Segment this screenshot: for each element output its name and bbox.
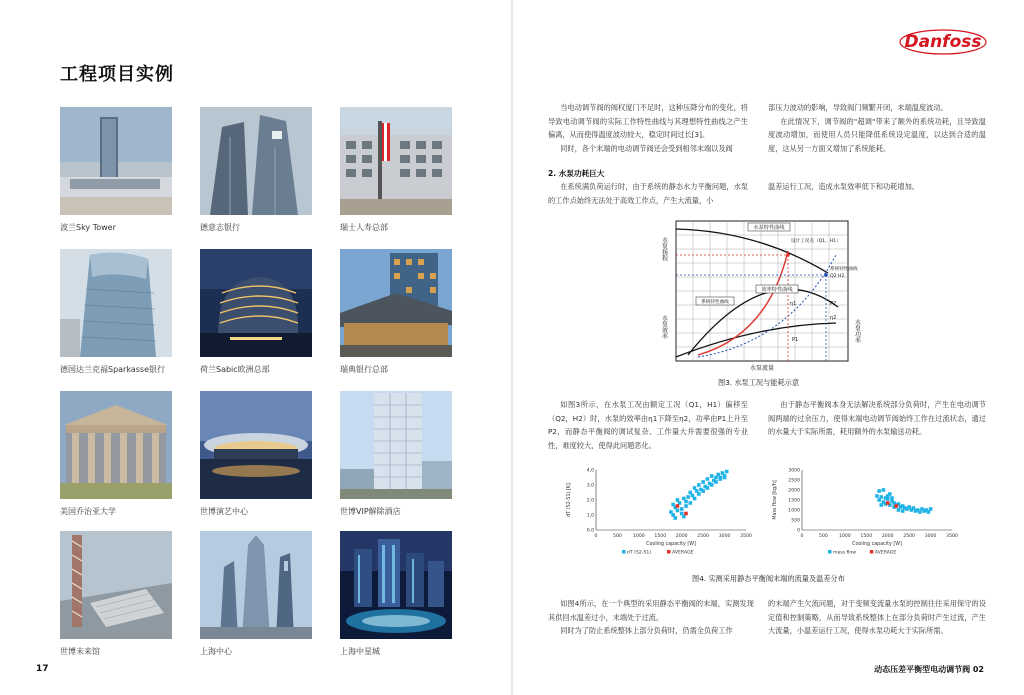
data-point xyxy=(718,477,722,481)
para3-left-column xyxy=(548,398,748,452)
para4-right-column xyxy=(768,597,986,638)
legend-swatch xyxy=(828,550,832,554)
page-title: 工程项目实例 xyxy=(60,64,174,85)
x-tick-label: 0 xyxy=(594,534,598,539)
data-point xyxy=(701,480,705,484)
project-caption: 上海中心 xyxy=(200,647,232,656)
project-photo xyxy=(340,107,452,215)
project-caption: 荷兰Sabic欧洲总部 xyxy=(200,365,270,374)
x-axis-title: Cooling capacity [W] xyxy=(852,542,902,547)
data-point xyxy=(894,504,898,508)
y-tick-label: 4,0 xyxy=(586,468,594,474)
data-point xyxy=(701,489,705,493)
design-point-label: 设计工况点（Q1，H1） xyxy=(791,239,841,244)
project-card[interactable] xyxy=(200,107,312,233)
y-tick-label: 3000 xyxy=(788,468,800,474)
data-point xyxy=(706,486,710,490)
x-axis-title: Cooling capacity [W] xyxy=(646,542,696,547)
efficiency-curve-label: 效率特性曲线 xyxy=(761,287,793,293)
project-card[interactable] xyxy=(60,107,172,233)
legend-label: dT (S2-S1) xyxy=(627,550,652,556)
data-point xyxy=(723,476,727,480)
x-tick-label: 3500 xyxy=(740,534,752,539)
eta2-label: η2 xyxy=(830,315,837,321)
data-point xyxy=(879,503,883,507)
y-axis-right-label: 水泵功率 xyxy=(853,319,861,343)
data-point xyxy=(879,495,883,499)
x-tick-label: 1500 xyxy=(654,534,667,539)
y-axis-top-label: 水泵扬程 xyxy=(660,237,668,261)
x-tick-label: 0 xyxy=(800,534,804,539)
y-tick-label: 2,0 xyxy=(586,498,594,504)
para3-left-paragraph: 如图3所示，在水泵工况由额定工况（Q1，H1）偏移至（Q2，H2）时，水泵的效率由η1下降至η2，功率由P1上升至P2，而静态平衡阀的调试复杂、工作量大并需要很强的专业性，难度较大，使得此问题恶化。 xyxy=(548,400,748,450)
eta1-label: η1 xyxy=(790,301,797,307)
project-caption: 美国乔治亚大学 xyxy=(60,507,116,516)
project-photo xyxy=(340,391,452,499)
data-point xyxy=(680,507,684,511)
system-curve-label: 系统特性曲线 xyxy=(830,267,858,272)
project-caption: 德国达兰克福Sparkasse银行 xyxy=(60,365,165,374)
para4-right-paragraph: 的末端产生欠流问题，对于变频变流量水泵的控制往往采用保守的设定值和控制策略，从而导致系统整体上在部分负荷时产生过流，产生大流量，小温差运行工况，使得水泵功耗大于实际所需。 xyxy=(768,599,986,636)
data-point xyxy=(673,516,677,520)
p1-label: P1 xyxy=(792,337,799,343)
project-caption: 波兰Sky Tower xyxy=(60,223,116,232)
intro-left-paragraph: 当电动调节阀的阀权度门不足时，这种压降分布的变化，将导致电动调节阀的实际工作特性曲线与其理想特性曲线之产生偏离，从而使得温度波动较大，稳定时间过长[3]。 xyxy=(548,103,748,140)
x-tick-label: 1000 xyxy=(633,534,645,539)
project-card[interactable] xyxy=(200,391,312,517)
project-caption: 世博未来馆 xyxy=(60,647,100,656)
intro-right-column xyxy=(768,101,986,155)
project-photo xyxy=(60,531,172,639)
project-photo xyxy=(200,249,312,357)
section2-right-column xyxy=(768,180,986,194)
project-caption: 上海中星城 xyxy=(340,647,380,656)
project-card[interactable] xyxy=(60,249,172,375)
system-char-label: 系统特性曲线 xyxy=(701,300,729,305)
logo-text: Danfoss xyxy=(904,32,982,52)
data-point xyxy=(714,480,718,484)
danfoss-logo-icon xyxy=(898,26,988,58)
project-card[interactable] xyxy=(60,531,172,657)
intro-left-column xyxy=(548,101,748,155)
q2h2-label: Q2 H2 xyxy=(830,274,845,279)
section2-left-column xyxy=(548,180,748,207)
data-point xyxy=(886,494,890,498)
dt-scatter-chart xyxy=(560,462,760,562)
project-caption: 瑞士人寿总部 xyxy=(340,223,388,232)
project-photo xyxy=(340,249,452,357)
data-point xyxy=(890,496,894,500)
project-photo xyxy=(60,249,172,357)
data-point xyxy=(882,488,886,492)
y-tick-label: 1500 xyxy=(788,498,800,504)
project-card[interactable] xyxy=(200,531,312,657)
y-tick-label: 3,0 xyxy=(586,483,594,489)
project-card[interactable] xyxy=(340,107,452,233)
intro-right-paragraph-2: 在此情况下，调节阀的"超调"带来了额外的系统功耗，且导致温度波动增加，而使用人员只能降低系统设定温度，以达到合适的温度，这从另一方面又增加了系统能耗。 xyxy=(768,116,986,153)
x-tick-label: 3500 xyxy=(946,534,958,539)
y-tick-label: 1000 xyxy=(788,508,800,514)
y-tick-label: 2500 xyxy=(788,478,800,484)
massflow-scatter-chart xyxy=(766,462,966,562)
project-card[interactable] xyxy=(340,249,452,375)
legend-swatch xyxy=(667,550,671,554)
x-tick-label: 500 xyxy=(613,534,622,539)
page-gutter xyxy=(511,0,513,695)
project-caption: 世博演艺中心 xyxy=(200,507,248,516)
y-tick-label: 0 xyxy=(797,528,800,534)
data-point xyxy=(693,497,697,501)
data-point xyxy=(929,507,933,511)
project-photo xyxy=(200,107,312,215)
data-point xyxy=(710,483,714,487)
x-tick-label: 1000 xyxy=(839,534,851,539)
y-tick-label: 2000 xyxy=(788,488,800,494)
data-point xyxy=(706,477,710,481)
data-point xyxy=(684,512,688,516)
x-tick-label: 500 xyxy=(819,534,828,539)
danfoss-logo xyxy=(898,26,988,62)
data-point xyxy=(676,509,680,513)
pump-curve-diagram xyxy=(658,215,868,375)
y-tick-label: 1,0 xyxy=(586,513,594,519)
project-card[interactable] xyxy=(200,249,312,375)
left-page-number: 17 xyxy=(36,664,49,674)
x-tick-label: 2500 xyxy=(903,534,915,539)
para4-left-column xyxy=(548,597,754,638)
project-caption: 世博VIP解除酒店 xyxy=(340,507,401,516)
data-point xyxy=(886,501,890,505)
data-point xyxy=(676,504,680,508)
x-tick-label: 2500 xyxy=(697,534,709,539)
data-point xyxy=(697,483,701,487)
legend-swatch xyxy=(622,550,626,554)
intro-left-paragraph-2: 同时，各个末端的电动调节阀还会受到相邻末端以及阀 xyxy=(560,143,733,153)
y-tick-label: 0,0 xyxy=(586,528,594,534)
p2-label: P2 xyxy=(830,301,837,307)
legend-swatch xyxy=(870,550,874,554)
right-page-footer-title: 动态压差平衡型电动调节阀 02 xyxy=(874,665,984,674)
data-point xyxy=(686,495,690,499)
project-card[interactable] xyxy=(340,531,452,657)
legend-label: AVERAGE xyxy=(672,550,694,556)
pump-curve-label: 水泵特性曲线 xyxy=(753,225,785,231)
x-axis-label: 水泵流量 xyxy=(749,365,775,372)
section-heading: 2. 水泵功耗巨大 xyxy=(548,169,605,178)
y-axis-bottom-label: 水泵效率 xyxy=(660,315,668,339)
data-point xyxy=(697,492,701,496)
data-point xyxy=(725,470,729,474)
para4-left-paragraph: 如图4所示，在一个典型的采用静态平衡阀的末端，实测发现其供回水温差过小，末端处于过流。 xyxy=(548,599,754,622)
y-axis-title: Mass flow [kg/h] xyxy=(773,480,778,520)
data-point xyxy=(877,489,881,493)
para3-right-paragraph: 由于静态平衡阀本身无法解决系统部分负荷时，产生在电动调节阀两端的过余压力，使得末端电动调节阀始终工作在过流状态，通过的水量大于实际所需，耗用额外的水泵输送功耗。 xyxy=(768,400,986,437)
project-card[interactable] xyxy=(340,391,452,517)
para4-left-paragraph-2: 同时为了防止系统整体上部分负荷时，仍需全负荷工作 xyxy=(560,626,733,636)
project-card[interactable] xyxy=(60,391,172,517)
figure4-caption: 图4. 实测采用静态平衡阀末端的流量及温差分布 xyxy=(692,574,845,583)
project-caption: 瑞典银行总部 xyxy=(340,365,388,374)
data-point xyxy=(897,508,901,512)
legend-label: AVERAGE xyxy=(874,550,897,556)
y-axis-title: dT (S2-S1) [K] xyxy=(567,483,572,517)
project-photo xyxy=(60,107,172,215)
x-tick-label: 1500 xyxy=(860,534,873,539)
project-caption: 德意志银行 xyxy=(200,223,240,232)
figure3-caption: 图3. 水泵工况与能耗示意 xyxy=(718,378,800,387)
project-photo xyxy=(60,391,172,499)
data-point xyxy=(710,474,714,478)
legend-label: mass flow xyxy=(833,550,856,556)
data-point xyxy=(688,501,692,505)
x-tick-label: 3000 xyxy=(924,534,937,539)
y-tick-label: 500 xyxy=(791,518,800,524)
section2-left-paragraph: 在系统满负荷运行时，由于系统的静态水力平衡问题，水泵的工作点始终无法处于高效工作点，产生大流量，小 xyxy=(548,182,748,205)
data-point xyxy=(875,494,879,498)
x-tick-label: 2000 xyxy=(881,534,894,539)
project-photo xyxy=(200,531,312,639)
data-point xyxy=(684,500,688,504)
data-point xyxy=(684,504,688,508)
x-tick-label: 2000 xyxy=(675,534,688,539)
section2-right-paragraph: 温差运行工况，造成水泵效率低下和功耗增加。 xyxy=(768,182,919,191)
x-tick-label: 3000 xyxy=(718,534,731,539)
para3-right-column xyxy=(768,398,986,439)
intro-right-paragraph: 部压力波动的影响，导致阀门频繁开闭，末端温度波动。 xyxy=(768,103,948,112)
project-photo xyxy=(200,391,312,499)
data-point xyxy=(901,509,905,513)
project-photo xyxy=(340,531,452,639)
